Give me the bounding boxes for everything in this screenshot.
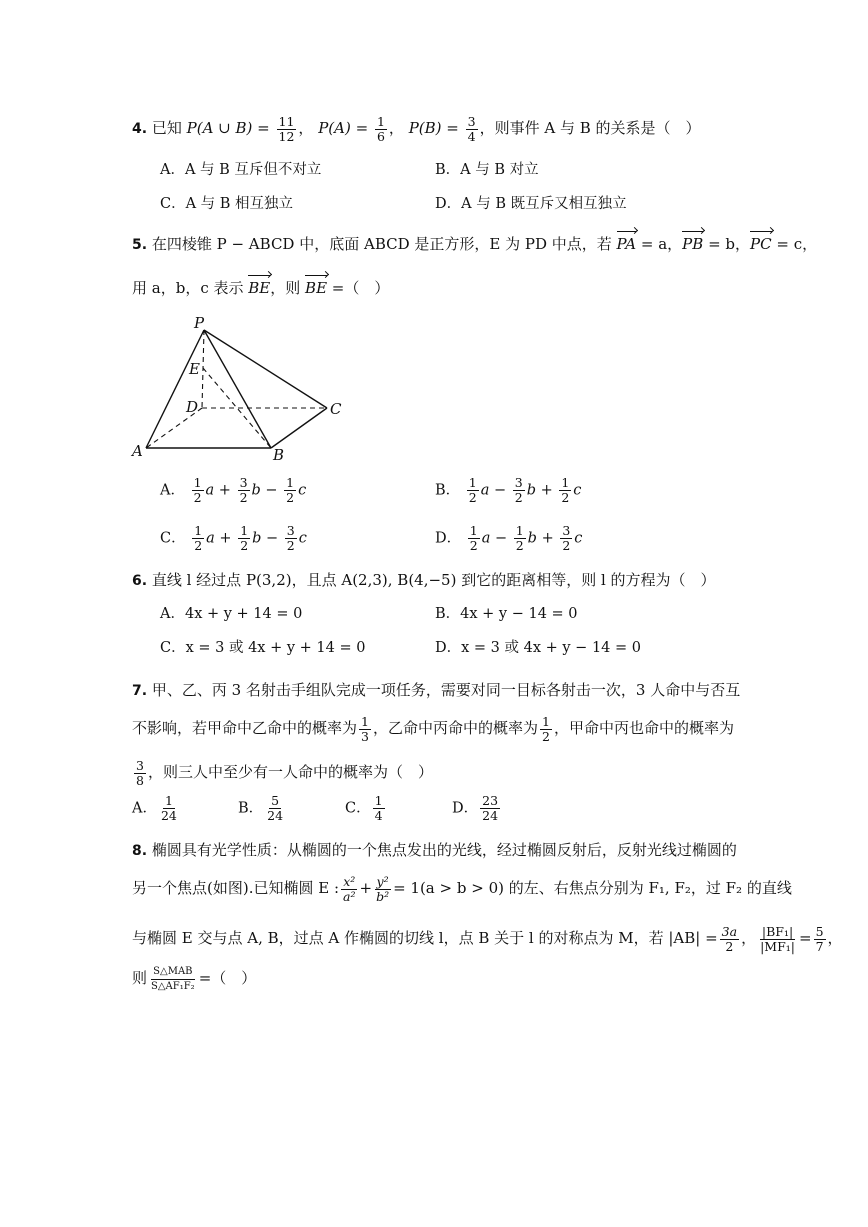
option-c[interactable]: C．x = 3 或 4x + y + 14 = 0	[160, 640, 366, 656]
question-7-line2: 不影响，若甲命中乙命中的概率为 $\frac{1}{3}$ ，乙命中丙命中的概率为 $\frac{1}{2}$ ，甲命中丙也命中的概率为	[132, 713, 734, 744]
option-a[interactable]: A．4x + y + 14 = 0	[160, 606, 303, 622]
pyramid-figure	[128, 308, 358, 472]
option-a[interactable]: A．A 与 B 互斥但不对立	[160, 162, 322, 178]
vertex-label-p: P	[194, 314, 205, 332]
option-a[interactable]: A． $\frac{1}{24}$	[132, 793, 177, 823]
question-5-line2: 用 a，b，c 表示 BE，则 BE =（ ）	[132, 274, 732, 302]
fraction: $\frac{11}{12}$	[278, 113, 295, 144]
option-b[interactable]: B．4x + y − 14 = 0	[435, 606, 578, 622]
option-c[interactable]: C． $\frac{1}{2}$ a + $\frac{1}{2}$ b − $\frac{3}{2}$ c	[160, 523, 307, 553]
question-number: 5.	[132, 237, 148, 253]
vertex-label-a: A	[132, 442, 143, 460]
option-d[interactable]: D．A 与 B 既互斥又相互独立	[435, 196, 627, 212]
question-8-line2: 另一个焦点(如图).已知椭圆 E : $\frac{\text{x²}}{\text{a²}}$ + $\frac{\text{y²}}{\text{b²}}$ = 1(a > b > 0) 的左、右焦点分别为 F₁, F₂，过 F₂ 的直线	[132, 873, 792, 904]
fraction: $\frac{1}{6}$	[376, 113, 385, 144]
question-8: 8. 椭圆具有光学性质：从椭圆的一个焦点发出的光线，经过椭圆反射后，反射光线过椭圆的	[132, 841, 737, 859]
option-b[interactable]: B．A 与 B 对立	[435, 162, 539, 178]
question-5: 5. 在四棱锥 P − ABCD 中，底面 ABCD 是正方形，E 为 PD 中点，若 PA = a，PB = b，PC = c，	[132, 230, 732, 259]
question-7-line3: $\frac{3}{8}$ ，则三人中至少有一人命中的概率为（ ）	[136, 757, 433, 788]
question-number: 7.	[132, 683, 148, 699]
option-d[interactable]: D．x = 3 或 4x + y − 14 = 0	[435, 640, 641, 656]
question-number: 8.	[132, 843, 148, 859]
question-4: 4. 已知 P(A ∪ B) = $\frac{11}{12}$ ， P(A) = $\frac{1}{6}$ ， P(B) = $\frac{3}{4}$ ，则事件 A 与 B 的关系是（ ）	[132, 113, 701, 144]
option-b[interactable]: B． $\frac{5}{24}$	[238, 793, 284, 823]
option-d[interactable]: D． $\frac{1}{2}$ a − $\frac{1}{2}$ b + $\frac{3}{2}$ c	[435, 523, 583, 553]
question-number: 6.	[132, 573, 148, 589]
question-6: 6. 直线 l 经过点 P(3,2)，且点 A(2,3), B(4,−5) 到它的距离相等，则 l 的方程为（ ）	[132, 571, 716, 589]
vertex-label-e: E	[189, 360, 200, 378]
question-8-line3: 与椭圆 E 交与点 A, B，过点 A 作椭圆的切线 l，点 B 关于 l 的对称点为 M，若 |AB| = $\frac{3a}{2}$ ， $\frac{\text{|BF₁|}}{\text{|MF₁|}}$ = $\frac{5}{7}$ ，	[132, 923, 843, 954]
question-number: 4.	[132, 121, 148, 137]
option-c[interactable]: C．A 与 B 相互独立	[160, 196, 294, 212]
fraction: $\frac{3}{4}$	[467, 113, 476, 144]
vertex-label-d: D	[186, 398, 199, 416]
pyramid-diagram	[128, 308, 358, 468]
vertex-label-c: C	[330, 400, 342, 418]
option-b[interactable]: B． $\frac{1}{2}$ a − $\frac{3}{2}$ b + $\frac{1}{2}$ c	[435, 475, 582, 505]
question-7: 7. 甲、乙、丙 3 名射击手组队完成一项任务，需要对同一目标各射击一次，3 人命中与否互	[132, 681, 741, 699]
vertex-label-b: B	[273, 446, 285, 464]
option-c[interactable]: C． $\frac{1}{4}$	[345, 793, 383, 823]
option-d[interactable]: D． $\frac{23}{24}$	[452, 793, 499, 823]
option-a[interactable]: A． $\frac{1}{2}$ a + $\frac{3}{2}$ b − $\frac{1}{2}$ c	[160, 475, 307, 505]
question-8-line4: 则 $\frac{\text{S△MAB}}{\text{S△AF₁F₂}}$ =（ ）	[132, 965, 257, 992]
